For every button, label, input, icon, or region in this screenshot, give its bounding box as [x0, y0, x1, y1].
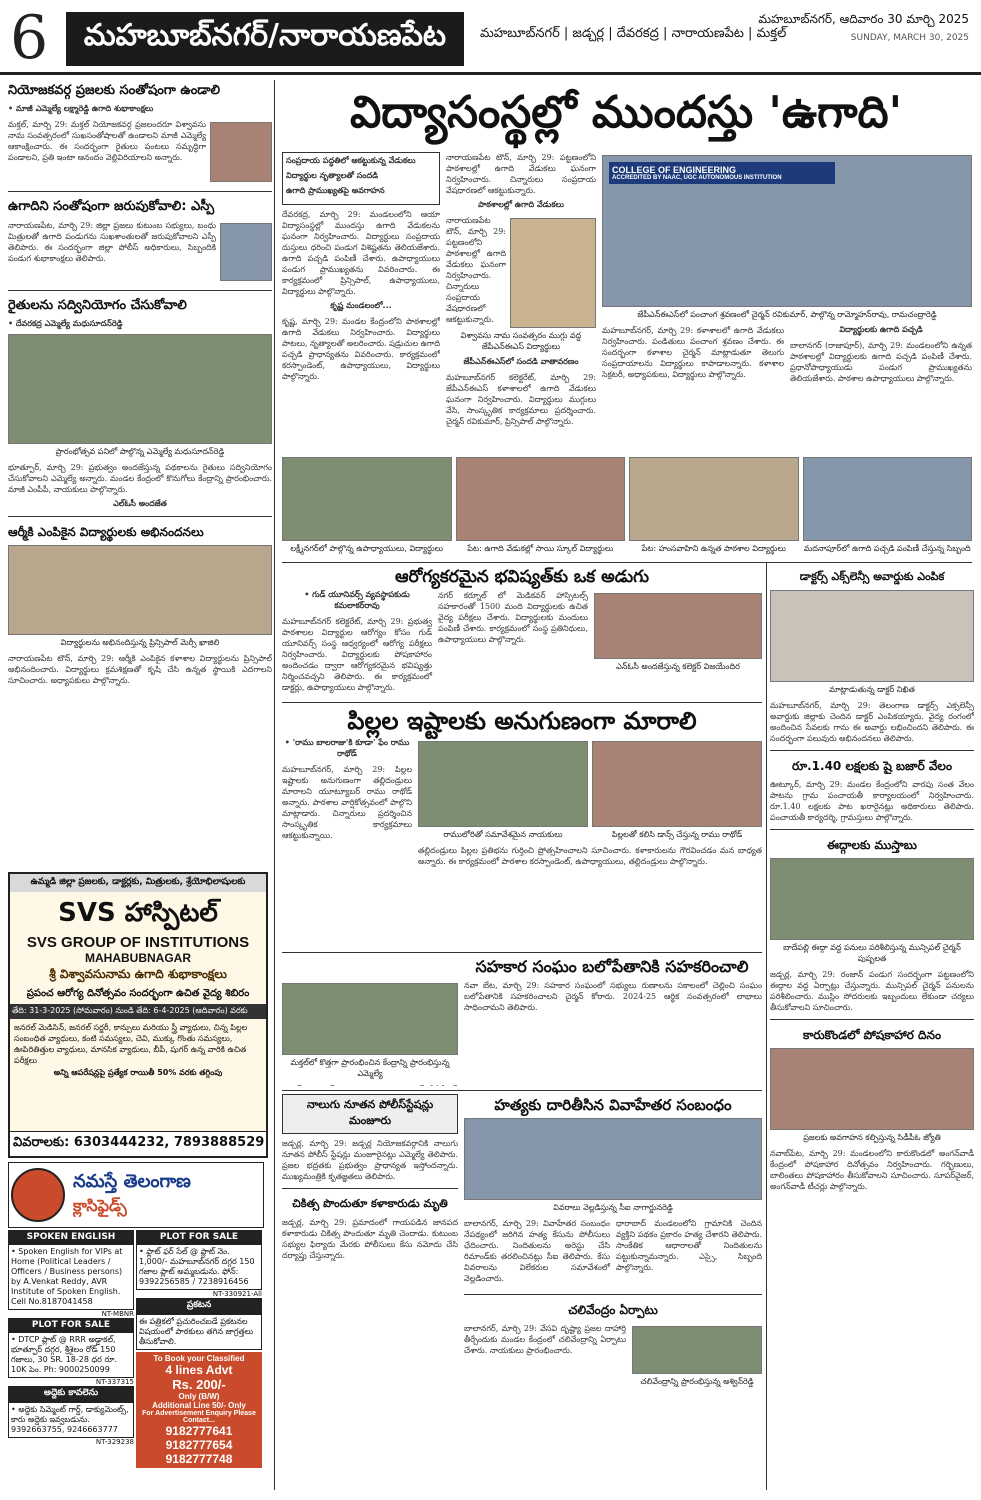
headline-artist-death: చికిత్స పొందుతూ కళాకారుడు మృతి [292, 1197, 448, 1210]
page-number: 6 [10, 3, 49, 73]
college-banner [609, 162, 835, 184]
photo-army-students [8, 545, 272, 635]
police-stations-story [282, 1094, 458, 1490]
photo-nutrition [770, 1048, 974, 1130]
photo-health [594, 593, 762, 659]
photo-row-4 [803, 457, 973, 541]
photo-row-1 [282, 457, 452, 541]
ad-phone-row [10, 1131, 268, 1156]
photo-crime [464, 1118, 762, 1200]
photo-doctors [770, 590, 974, 682]
photo-row-2 [456, 457, 626, 541]
headline-chalivendram: చలివేంద్రం ఏర్పాటు [568, 1303, 658, 1317]
subhead-mla-wishes: • మాజీ ఎమ్మెల్యే లక్ష్మారెడ్డి ఉగాది శుభాకాంక్షలు [8, 104, 154, 113]
subhead-krishna: కృష్ణ మండలంలో... [330, 301, 392, 310]
health-story [282, 566, 762, 702]
caption-rangoli: విశ్వావసు నామ సంవత్సరం ముగ్గు వద్ద జేపీఎన్ఈఎస్ విద్యార్థులు [460, 331, 582, 351]
headline-health: ఆరోగ్యకరమైన భవిష్యత్‌కు ఒక అడుగు [395, 567, 649, 587]
classifieds-banner [8, 1162, 264, 1228]
classifieds-brand: నమస్తే తెలంగాణ [73, 1171, 191, 1192]
college-banner-title: COLLEGE OF ENGINEERING [612, 165, 737, 175]
ad-dates: తేది: 31-3-2025 (సోమవారం) నుండి తేది: 6-4-2025 (ఆదివారం) వరకు [10, 1004, 266, 1019]
headline-crime: హత్యకు దారితీసిన వివాహేతర సంబంధం [494, 1096, 732, 1114]
center-right-column [446, 152, 596, 504]
ad-hospital-name: SVS హాస్పిటల్ [58, 898, 218, 928]
center-bullets-box [282, 152, 440, 205]
subhead-jpnes: జేపీఎన్ఈఎస్‌లో సందడి వాతావరణం [463, 357, 579, 366]
bullet-2: విద్యార్థుల నృత్యాలతో సందడి [286, 171, 379, 180]
book-add: Additional Line 50/- Only [152, 1401, 246, 1410]
caption-kids-1: రాములోరితో సమావేశమైన నాయకులు [443, 830, 563, 839]
prakatana-head: ప్రకటన [136, 1298, 262, 1314]
photo-row-caption-1: లక్ష్మీనగర్‌లో పాల్గొన్న ఉపాధ్యాయులు, విద్యార్థులు [290, 544, 444, 553]
headline-police-stations: నాలుగు నూతన పోలీస్‌స్టేషన్లు మంజూరు [282, 1094, 458, 1134]
rent-code: NT-329238 [95, 1438, 134, 1446]
caption-farmers: ప్రారంభోత్సవ పనిలో పాల్గొన్న ఎమ్మెల్యే మధుసూదన్‌రెడ్డి [55, 447, 225, 456]
article-schools: నారాయణపేట టౌన్, మార్చి 29: పట్టణంలోని పాఠశాలల్లో ఉగాది వేడుకలు ఘనంగా నిర్వహించారు. చిన్నారులు సంప్రదాయ వేషధారణలో ఆకట్టుకున్నారు. [446, 216, 506, 324]
ad-wish: శ్రీ విశ్వావసునామ ఉగాది శుభాకాంక్షలు [49, 967, 227, 981]
headline-nutrition: కారుకొండలో పోషకాహార దినం [802, 1028, 942, 1042]
photo-row-3 [629, 457, 799, 541]
spoken-english-text: • Spoken English for VIPs at Home (Political Leaders / Officers / Business persons) by A.Venkat Reddy, AVR Institute of Spoken English. Cell No.8187041458 [8, 1244, 134, 1310]
photo-college [602, 155, 972, 307]
article-artist-death: జడ్చర్ల, మార్చి 29: ప్రమాదంలో గాయపడిన జానపద కళాకారుడు చికిత్స పొందుతూ మృతి చెందాడు. కుటుంబ సభ్యుల ఫిర్యాదు మేరకు పోలీసులు కేసు నమోదు చేసి దర్యాప్తు చేస్తున్నారు. [282, 1218, 458, 1260]
book-lines: 4 lines Advt [165, 1363, 233, 1377]
subhead-health: • గుడ్ యూనివర్స్ వ్యవస్థాపకుడు కమలాకర్‌రావు [304, 590, 410, 610]
photo-kids-2 [592, 741, 762, 827]
caption-kids-2: పిల్లలతో కలిసి డాన్స్ చేస్తున్న రాము రాథోడ్ [611, 830, 743, 839]
section-strip: మహబూబ్‌నగర్ | జడ్చర్ల | దేవరకద్ర | నారాయణపేట | మక్తల్ [480, 26, 787, 41]
classifieds-section [8, 1162, 264, 1496]
plot-code-2: NT-330921-All [212, 1290, 262, 1298]
article-sp-wishes: నారాయణపేట, మార్చి 29: జిల్లా ప్రజలు కుటుంబ సభ్యులు, బంధు మిత్రులతో ఉగాది పండుగను సుఖశాంతులతో జరుపుకోవాలని ఎస్పీ తెలిపారు. ఈ సందర్భంగా జిల్లా పోలీస్ అధికారులు, సిబ్బందికి పండుగ శుభాకాంక్షలు తెలిపారు. [8, 221, 216, 263]
photo-rangoli [510, 218, 596, 328]
photo-coop [282, 983, 458, 1055]
headline-doctors: డాక్టర్స్ ఎక్స్‌లెన్సీ అవార్డుకు ఎంపిక [799, 570, 945, 583]
article-police-stations: జడ్చర్ల, మార్చి 29: జడ్చర్ల నియోజకవర్గానికి నాలుగు నూతన పోలీస్ స్టేషన్లు మంజూరైనట్లు ఎమ్మెల్యే తెలిపారు. ప్రజల భద్రతకు ప్రభుత్వం ప్రాధాన్యత ఇస్తోందన్నారు. ముఖ్యమంత్రికి కృతజ్ఞతలు తెలిపారు. [282, 1139, 458, 1181]
article-pachadi: బాలానగర్ (రాజాపూర్), మార్చి 29: మండలంలోని ఉన్నత పాఠశాలల్లో విద్యార్థులకు ఉగాది పచ్చడి పంపిణీ చేశారు. ప్రధానోపాధ్యాయుడు పండుగ ప్రాముఖ్యతను తెలియజేశారు. పాఠశాల ఉపాధ్యాయులు పాల్గొన్నారు. [790, 341, 972, 383]
left-column [8, 80, 272, 862]
article-center-3-top: నారాయణపేట టౌన్, మార్చి 29: పట్టణంలోని పాఠశాలల్లో ఉగాది వేడుకలు ఘనంగా నిర్వహించారు. చిన్నారులు సంప్రదాయ వేషధారణలో ఆకట్టుకున్నారు. [446, 153, 596, 195]
bullet-3: ఉగాది ప్రాముఖ్యతపై అవగాహన [286, 186, 385, 195]
photo-row-caption-2: పేట: ఉగాది వేడుకల్లో సాయి స్కూల్ విద్యార్థులు [467, 544, 614, 553]
article-eidgah: జడ్చర్ల, మార్చి 29: రంజాన్ పండుగ సందర్భంగా పట్టణంలోని ఈద్గాల వద్ద ఏర్పాట్లు చేస్తున్నారు. మున్సిపల్ చైర్మన్ పనులను పరిశీలించారు. ముస్లిం సోదరులకు ఇబ్బందులు లేకుండా చర్యలు తీసుకోవాలని సూచించారు. [770, 970, 974, 1012]
article-college: మహబూబ్‌నగర్, మార్చి 29: కళాశాలలో ఉగాది వేడుకలు నిర్వహించారు. పండితులు పంచాంగ శ్రవణం చేశారు. ఈ సందర్భంగా కళాశాల చైర్మన్ మాట్లాడుతూ తెలుగు సంప్రదాయాలను విద్యార్థులు కాపాడాలన్నారు. కళాశాల సెక్రటరీ, అధ్యాపకులు, విద్యార్థులు పాల్గొన్నారు. [602, 326, 784, 379]
photo-farmers [8, 334, 272, 444]
book-phone-3: 9182777748 [165, 1452, 233, 1466]
spoken-code: NT-MBNR [101, 1310, 134, 1318]
plot-sale-head-1: PLOT FOR SALE [8, 1318, 134, 1332]
plot-sale-head-2: PLOT FOR SALE [136, 1230, 262, 1244]
book-only: Only (B/W) [178, 1392, 220, 1401]
headline-coop: సహకార సంఘం బలోపేతానికి సహకరించాలి [475, 957, 749, 976]
prakatana-text: ఈ పత్రికలో ప్రచురించబడే ప్రకటనల విషయంలో పాఠకులు తగిన జాగ్రత్తలు తీసుకోవాలి. [136, 1314, 262, 1350]
headline-kids: పిల్లల ఇష్టాలకు అనుగుణంగా మారాలి [347, 707, 697, 735]
subhead-kids: • 'రాము బాలరాజు'కి కూడా' ఫేం రాము రాథోడ్ [284, 738, 410, 758]
article-coop-1 [282, 1084, 458, 1086]
caption-eidgah: బాదేపల్లి ఈద్గా వద్ద పనులు పరిశీలిస్తున్న మున్సిపల్ చైర్మన్ పుష్పలత [783, 943, 961, 963]
ad-svs-hospital [8, 872, 268, 1158]
article-nutrition: నవాబ్‌పేట, మార్చి 29: మండలంలోని కారుకొండలో అంగన్‌వాడీ కేంద్రంలో పోషకాహార దినోత్సవం నిర్వహించారు. గర్భిణులు, బాలింతలు పోషకాహారం తీసుకోవాలని సూచించారు. సూపర్‌వైజర్, అంగన్‌వాడీ టీచర్లు పాల్గొన్నారు. [770, 1149, 974, 1191]
coop-story [282, 956, 762, 1086]
subhead-loc: ఎల్ఓసీ అందజేత [113, 499, 167, 508]
center-text-column [282, 152, 440, 504]
article-farmers: భూత్పూర్, మార్చి 29: ప్రభుత్వం అందజేస్తున్న పథకాలను రైతులు సద్వినియోగం చేసుకోవాలని ఎమ్మెల్యే అన్నారు. మండల కేంద్రంలో కొనుగోలు కేంద్రాన్ని ప్రారంభించారు. మాజీ ఎంపీపీ, నాయకులు పాల్గొన్నారు. [8, 463, 272, 494]
article-center-1: దేవరకద్ర, మార్చి 29: మండలంలోని ఆయా విద్యాసంస్థల్లో ముందస్తు ఉగాది వేడుకలను ఘనంగా నిర్వహించారు. విద్యార్థులు సంప్రదాయ దుస్తులు ధరించి పండుగ విశిష్టతను తెలియజేశారు. ఉగాది పచ్చడి పంపిణీ చేశారు. ఉపాధ్యాయులు పండుగ ప్రాముఖ్యతను వివరించారు. ఈ కార్యక్రమంలో ప్రిన్సిపాల్, ఉపాధ్యాయులు, విద్యార్థులు పాల్గొన్నారు. [282, 210, 440, 296]
article-health-2: నగర్ కర్నూల్ లో మెడికవర్ హాస్పిటల్స్ సహకారంతో 1500 మంది విద్యార్థులకు ఉచిత వైద్య పరీక్షలు చేశారు. విద్యార్థులకు మందులు పంపిణీ చేశారు. కార్యక్రమంలో సంస్థ ప్రతినిధులు, ఉపాధ్యాయులు పాల్గొన్నారు. [438, 591, 588, 644]
ad-camp: ప్రపంచ ఆరోగ్య దినోత్సవం సందర్భంగా ఉచిత వైద్య శిబిరం [26, 988, 250, 999]
caption-crime: వివరాలు వెల్లడిస్తున్న సీఐ నాగార్జునరెడ్డి [553, 1203, 673, 1212]
masthead [0, 0, 981, 75]
classifieds-brand-sub: క్లాసిఫైడ్స్ [73, 1196, 127, 1215]
caption-chalivendram: చలివేంద్రాన్ని ప్రారంభిస్తున్న అశ్విన్‌రెడ్డి [640, 1377, 754, 1386]
plot-sale-text-2: • ఫ్లాట్ ఫర్ సేల్ @ ప్లాట్ నెం. 1,000/- మహబూబ్‌నగర్ దగ్గర 150 గజాల ప్లాట్ అమ్మబడును. ఫోన్: 9392256585 / 7238916456 [136, 1244, 262, 1290]
article-bazaar: ఊట్కూర్, మార్చి 29: మండల కేంద్రంలోని వారపు సంత వేలం పాటను గ్రామ పంచాయతీ కార్యాలయంలో నిర్వహించారు. రూ.1.40 లక్షలకు పాట ఖరారైనట్లు అధికారులు తెలిపారు. పంచాయతీ కార్యదర్శి, గ్రామస్తులు పాల్గొన్నారు. [770, 780, 974, 822]
main-headline: విద్యాసంస్థల్లో ముందస్తు 'ఉగాది' [349, 87, 903, 138]
article-doctors: మహబూబ్‌నగర్, మార్చి 29: తెలంగాణ డాక్టర్స్ ఎక్సలెన్సీ అవార్డుకు జిల్లాకు చెందిన డాక్టర్ ఎంపికయ్యారు. వైద్య రంగంలో అందించిన సేవలకు గాను ఈ అవార్డు లభించిందని తెలిపారు. ఈ సందర్భంగా పలువురు అభినందనలు తెలిపారు. [770, 701, 974, 743]
subhead-schools: పాఠశాలల్లో ఉగాది వేడుకలు [478, 200, 564, 209]
photo-kids-1 [418, 741, 588, 827]
right-lower-column [770, 566, 974, 1490]
ad-group-name: SVS GROUP OF INSTITUTIONS [26, 934, 250, 951]
book-phone-2: 9182777654 [165, 1438, 233, 1452]
book-price: Rs. 200/- [172, 1377, 226, 1392]
classifieds-logo-icon [11, 1168, 65, 1222]
date-english: SUNDAY, MARCH 30, 2025 [850, 33, 969, 43]
subhead-pachadi: విద్యార్థులకు ఉగాది పచ్చడి [839, 325, 923, 334]
caption-college: జేపీఎన్ఈఎస్‌లో పంచాంగ శ్రవణంలో చైర్మన్ రవికుమార్, పాల్గొన్న రామ్మోహన్‌రావు, రామచంద్రారెడ్డి [637, 310, 937, 319]
college-banner-sub: ACCREDITED BY NAAC, UGC AUTONOMOUS INSTITUTION [612, 175, 782, 181]
caption-health: ఎన్ఓసీ అందజేస్తున్న కలెక్టర్ విజయేందిర [616, 662, 740, 671]
article-coop-2: నవా బేట, మార్చి 29: సహకార సంఘంలో సభ్యులు రుణాలను సకాలంలో చెల్లించి సంఘం బలోపేతానికి సహకరించాలని చైర్మన్ కోరారు. 2024-25 ఆర్థిక సంవత్సరంలో లాభాలు సాధించామని తెలిపారు. [464, 981, 762, 1012]
crime-story [464, 1094, 762, 1490]
ad-phone-label: వివరాలకు: [13, 1135, 70, 1150]
photo-chalivendram [632, 1326, 762, 1374]
ad-place: MAHABUBNAGAR [85, 951, 191, 965]
plot-code-1: NT-337315 [95, 1378, 134, 1386]
photo-row-caption-4: మదనాపూర్‌లో ఉగాది పచ్చడి పంపిణీ చేస్తున్న సిబ్బంది [803, 544, 971, 553]
headline-mla-wishes: నియోజకవర్గ ప్రజలకు సంతోషంగా ఉండాలి [8, 83, 221, 98]
article-crime-1: బాలానగర్, మార్చి 29: వివాహేతర సంబంధం నేపథ్యంలో జరిగిన హత్య కేసును పోలీసులు ఛేదించారు. నిందితులను అరెస్టు చేసి రిమాండ్‌కు తరలించినట్లు సీఐ తెలిపారు. కేసు వివరాలను విలేకరుల సమావేశంలో వెల్లడించారు. [464, 1219, 610, 1283]
article-health-1: మహబూబ్‌నగర్ కలెక్టరేట్, మార్చి 29: ప్రభుత్వ పాఠశాలల విద్యార్థుల ఆరోగ్యం కోసం గుడ్ యూనివర్స్ సంస్థ ఆధ్వర్యంలో ఆరోగ్య పరీక్షలు నిర్వహించారు. విద్యార్థులకు పోషకాహారం అందించడం ద్వారా ఆరోగ్యకరమైన భవిష్యత్తు నిర్మించవచ్చని తెలిపారు. ఈ కార్యక్రమంలో డాక్టర్లు, ఉపాధ్యాయులు పాల్గొన్నారు. [282, 617, 432, 692]
book-box [136, 1352, 262, 1468]
ad-services: జనరల్ మెడిసిన్, జనరల్ సర్జరీ, కాన్పులు మరియు స్త్రీ వ్యాధులు, చిన్న పిల్లల సంబంధిత వ్యాధులు, కంటి సమస్యలు, చెవి, ముక్కు గొంతు సమస్యలు, ఊపిరితిత్తుల వ్యాధులు, మానసిక వ్యాధులు, బీపీ, షుగర్ ఉన్న వారికి ఉచిత పరీక్షలు [14, 1023, 248, 1065]
article-center-2: కృష్ణ, మార్చి 29: మండల కేంద్రంలోని పాఠశాలల్లో ఉగాది వేడుకలు నిర్వహించారు. విద్యార్థులు పాటలు, నృత్యాలతో అలరించారు. షడ్రుచుల ఉగాది పచ్చడి ప్రాధాన్యతను వివరించారు. కార్యక్రమంలో కరస్పాండెంట్, ఉపాధ్యాయులు, విద్యార్థులు పాల్గొన్నారు. [282, 317, 440, 381]
date-telugu: మహబూబ్‌నగర్, ఆదివారం 30 మార్చి 2025 [758, 12, 969, 26]
section-title: మహబూబ్‌నగర్/నారాయణపేట [66, 12, 464, 66]
ad-offer: అన్ని ఆపరేషన్లపై ప్రత్యేక రాయితీ 50% వరకు తగ్గింపు [53, 1068, 223, 1077]
rent-text: • అద్దెకు సిమ్మెంట్ గార్డ్, డాక్యుమెంట్స్, కారు అద్దెకు ఇవ్వబడును. 9392663755, 9246663777 [8, 1402, 134, 1438]
date-block [758, 12, 969, 43]
bullet-1: సంప్రదాయ పద్ధతిలో ఆకట్టుకున్న వేడుకలు [286, 156, 416, 165]
article-jpnes: మహబూబ్‌నగర్ కలెక్టరేట్, మార్చి 29: జేపీఎన్ఈఎస్ కళాశాలలో ఉగాది వేడుకలు ఘనంగా నిర్వహించారు. విద్యార్థులు ముగ్గులు వేసి, సాంస్కృతిక కార్యక్రమాలు ప్రదర్శించారు. చైర్మన్ రవికుమార్, ప్రిన్సిపాల్ పాల్గొన్నారు. [446, 373, 596, 426]
article-army-students: నారాయణపేట టౌన్, మార్చి 29: ఆర్మీకి ఎంపికైన కళాశాల విద్యార్థులను ప్రిన్సిపాల్ అభినందించారు. విద్యార్థులు క్రమశిక్షణతో కృషి చేసి ఉన్నత స్థాయికి ఎదగాలని సూచించారు. అధ్యాపకులు పాల్గొన్నారు. [8, 654, 272, 685]
photo-row-caption-3: పేట: హంసవాహిని ఉన్నత పాఠశాల విద్యార్థులు [641, 544, 786, 553]
caption-army-students: విద్యార్థులను అభినందిస్తున్న ప్రిన్సిపాల్ మెర్సీ ఖాజిలి [60, 638, 220, 647]
caption-doctors: మాట్లాడుతున్న డాక్టర్ నిఖిత [829, 685, 915, 694]
caption-coop: మక్తల్‌లో కొత్తగా ప్రారంభించిన కేంద్రాన్ని ప్రారంభిస్తున్న ఎమ్మెల్యే [290, 1058, 450, 1078]
caption-nutrition: ప్రజలకు అవగాహన కల్పిస్తున్న సిడీపీఓ జ్యోతి [803, 1133, 941, 1142]
plot-sale-text-1: • DTCP ప్లాట్ @ RRR అడ్డాకల్, భూత్పూర్ దగ్గర, శ్రీశైలం రోడ్ 150 గజాలు, 30 SR. 18-28 ధర రూ. 10K పెం. Ph: 9000250099 [8, 1332, 134, 1378]
spoken-english-head: SPOKEN ENGLISH [8, 1230, 134, 1244]
photo-mla [210, 122, 272, 182]
ad-phone: 6303444232, 7893888529 [73, 1135, 265, 1150]
headline-bazaar: రూ.1.40 లక్షలకు షై బజార్ వేలం [791, 759, 953, 773]
kids-story [282, 706, 762, 950]
headline-army-students: ఆర్మీకి ఎంపికైన విద్యార్థులకు అభినందనలు [8, 525, 204, 539]
article-kids-1: మహబూబ్‌నగర్, మార్చి 29: పిల్లల ఇష్టాలకు అనుగుణంగా తల్లిదండ్రులు మారాలని యూట్యూబర్ రాము రాథోడ్ అన్నారు. పాఠశాల వార్షికోత్సవంలో పాల్గొని మాట్లాడారు. చిన్నారులు ప్రదర్శించిన సాంస్కృతిక కార్యక్రమాలు ఆకట్టుకున్నాయి. [282, 765, 412, 840]
article-mla-wishes: మక్తల్, మార్చి 29: మక్తల్ నియోజకవర్గ ప్రజలందరూ విశ్వావసు నామ సంవత్సరంలో సుఖసంతోషాలతో ఉండాలని మాజీ ఎమ్మెల్యే ఆకాంక్షించారు. ఈ సందర్భంగా రైతులు పంటలు సమృద్ధిగా పండాలని, ప్రతి ఇంటా ఆనందం వెల్లివిరియాలని అన్నారు. [8, 120, 206, 162]
article-chalivendram: బాలానగర్, మార్చి 29: వేసవి దృష్ట్యా ప్రజల దాహార్తి తీర్చేందుకు మండల కేంద్రంలో చలివేంద్రాన్ని ఏర్పాటు చేశారు. నాయకులు ప్రారంభించారు. [464, 1324, 626, 1355]
right-top-column [602, 152, 972, 504]
photo-sp [220, 223, 272, 281]
article-crime-2: ధారాబాద్ మండలంలోని గ్రామానికి చెందిన వ్యక్తిని పథకం ప్రకారం హత్య చేశారని తెలిపారు. సాంకేతిక ఆధారాలతో నిందితులను పట్టుకున్నామన్నారు. ఎస్సై, సిబ్బంది పాల్గొన్నారు. [616, 1219, 762, 1272]
headline-sp-wishes: ఉగాదిని సంతోషంగా జరుపుకోవాలి: ఎస్పీ [8, 199, 215, 214]
headline-farmers: రైతులను సద్వినియోగం చేసుకోవాలి [8, 298, 187, 313]
rent-head: అద్దెకు కావలెను [8, 1386, 134, 1402]
book-enquiry: For Advertisement Enquiry Please Contact... [142, 1410, 256, 1424]
book-phone-1: 9182777641 [165, 1424, 233, 1438]
photo-eidgah [770, 858, 974, 940]
article-kids-2: తల్లిదండ్రులు పిల్లల ప్రతిభను గుర్తించి ప్రోత్సహించాలని సూచించారు. కళాకారులను గౌరవించడం మన బాధ్యత అన్నారు. ఈ కార్యక్రమంలో పాఠశాల కరస్పాండెంట్, ఉపాధ్యాయులు, తల్లిదండ్రులు పాల్గొన్నారు. [418, 846, 762, 866]
photo-row [282, 454, 972, 558]
book-head: To Book your Classified [153, 1354, 245, 1363]
subhead-farmers: • దేవరకద్ర ఎమ్మెల్యే మధుసూదన్‌రెడ్డి [8, 319, 123, 328]
ad-top-line: ఉమ్మడి జిల్లా ప్రజలకు, డాక్టర్లకు, మిత్రులకు, శ్రేయోభిలాషులకు [10, 874, 266, 892]
headline-eidgah: ఈద్గాలకు ముస్తాబు [827, 838, 917, 852]
